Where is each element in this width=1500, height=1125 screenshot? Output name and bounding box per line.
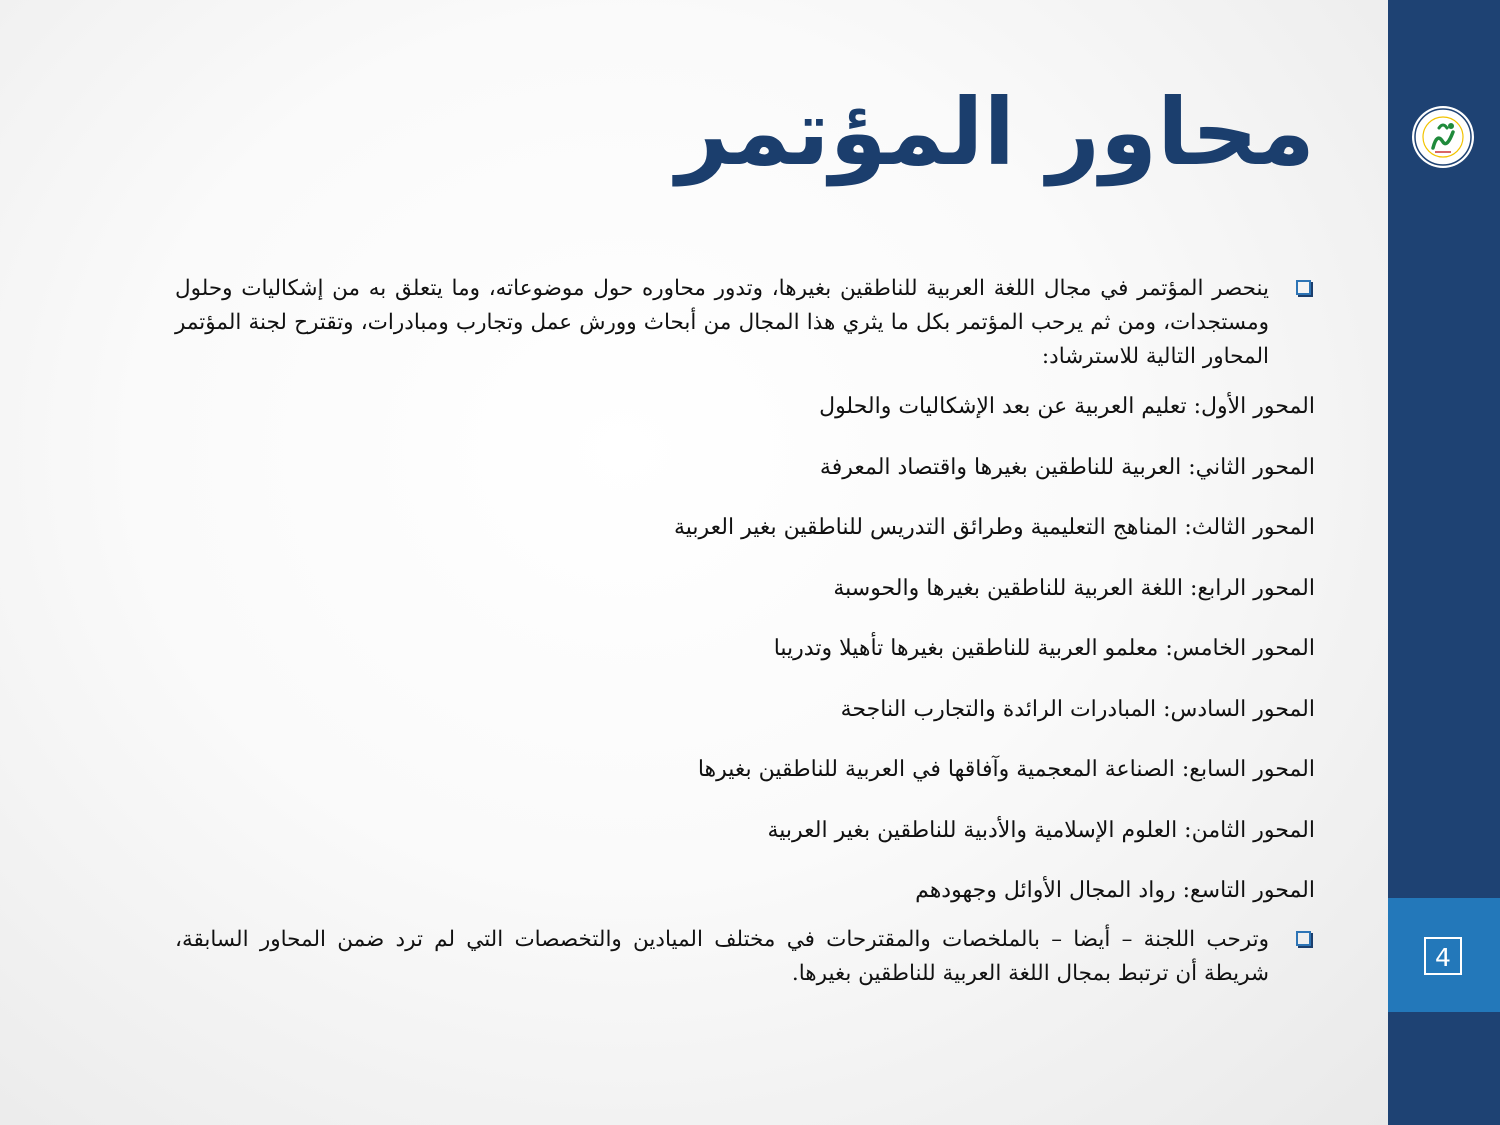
list-item: المحور السابع: الصناعة المعجمية وآفاقها في العربية للناطقين بغيرها — [697, 757, 1315, 782]
closing-paragraph — [175, 923, 1315, 991]
intro-paragraph — [175, 272, 1315, 374]
conference-seal-logo — [1393, 102, 1493, 172]
list-item: المحور الخامس: معلمو العربية للناطقين بغيرها تأهيلا وتدريبا — [773, 636, 1315, 661]
list-item: المحور الثامن: العلوم الإسلامية والأدبية للناطقين بغير العربية — [767, 817, 1315, 843]
list-item: المحور الأول: تعليم العربية عن بعد الإشكاليات والحلول — [819, 394, 1315, 419]
slide-title: محاور المؤتمر — [676, 79, 1315, 186]
list-item: المحور الثاني: العربية للناطقين بغيرها واقتصاد المعرفة — [819, 454, 1315, 480]
axes-list — [175, 390, 1315, 935]
list-item: المحور الرابع: اللغة العربية للناطقين بغيرها والحوسبة — [833, 575, 1315, 601]
page-number: 4 — [1424, 937, 1462, 975]
closing-text: وترحب اللجنة – أيضا – بالملخصات والمقترحات في مختلف الميادين والتخصصات التي لم ترد ضمن المحاور السابقة، شريطة أن ترتبط بمجال اللغة العربية للناطقين بغيرها. — [175, 926, 1269, 986]
list-item: المحور السادس: المبادرات الرائدة والتجارب الناجحة — [840, 696, 1315, 722]
slide-content — [175, 272, 1315, 991]
hollow-square-bullet-icon — [1296, 931, 1311, 946]
list-item: المحور التاسع: رواد المجال الأوائل وجهودهم — [915, 878, 1315, 903]
list-item: المحور الثالث: المناهج التعليمية وطرائق التدريس للناطقين بغير العربية — [673, 515, 1315, 540]
hollow-square-bullet-icon — [1296, 280, 1311, 295]
intro-text: ينحصر المؤتمر في مجال اللغة العربية للناطقين بغيرها، وتدور محاوره حول موضوعاته، وما يتعلق به من إشكاليات وحلول ومستجدات، ومن ثم يرحب المؤتمر بكل ما يثري هذا المجال من أبحاث وورش عمل وتجارب ومبادرات، وتقترح لجنة المؤتمر المحاور التالية للاسترشاد: — [175, 276, 1269, 369]
